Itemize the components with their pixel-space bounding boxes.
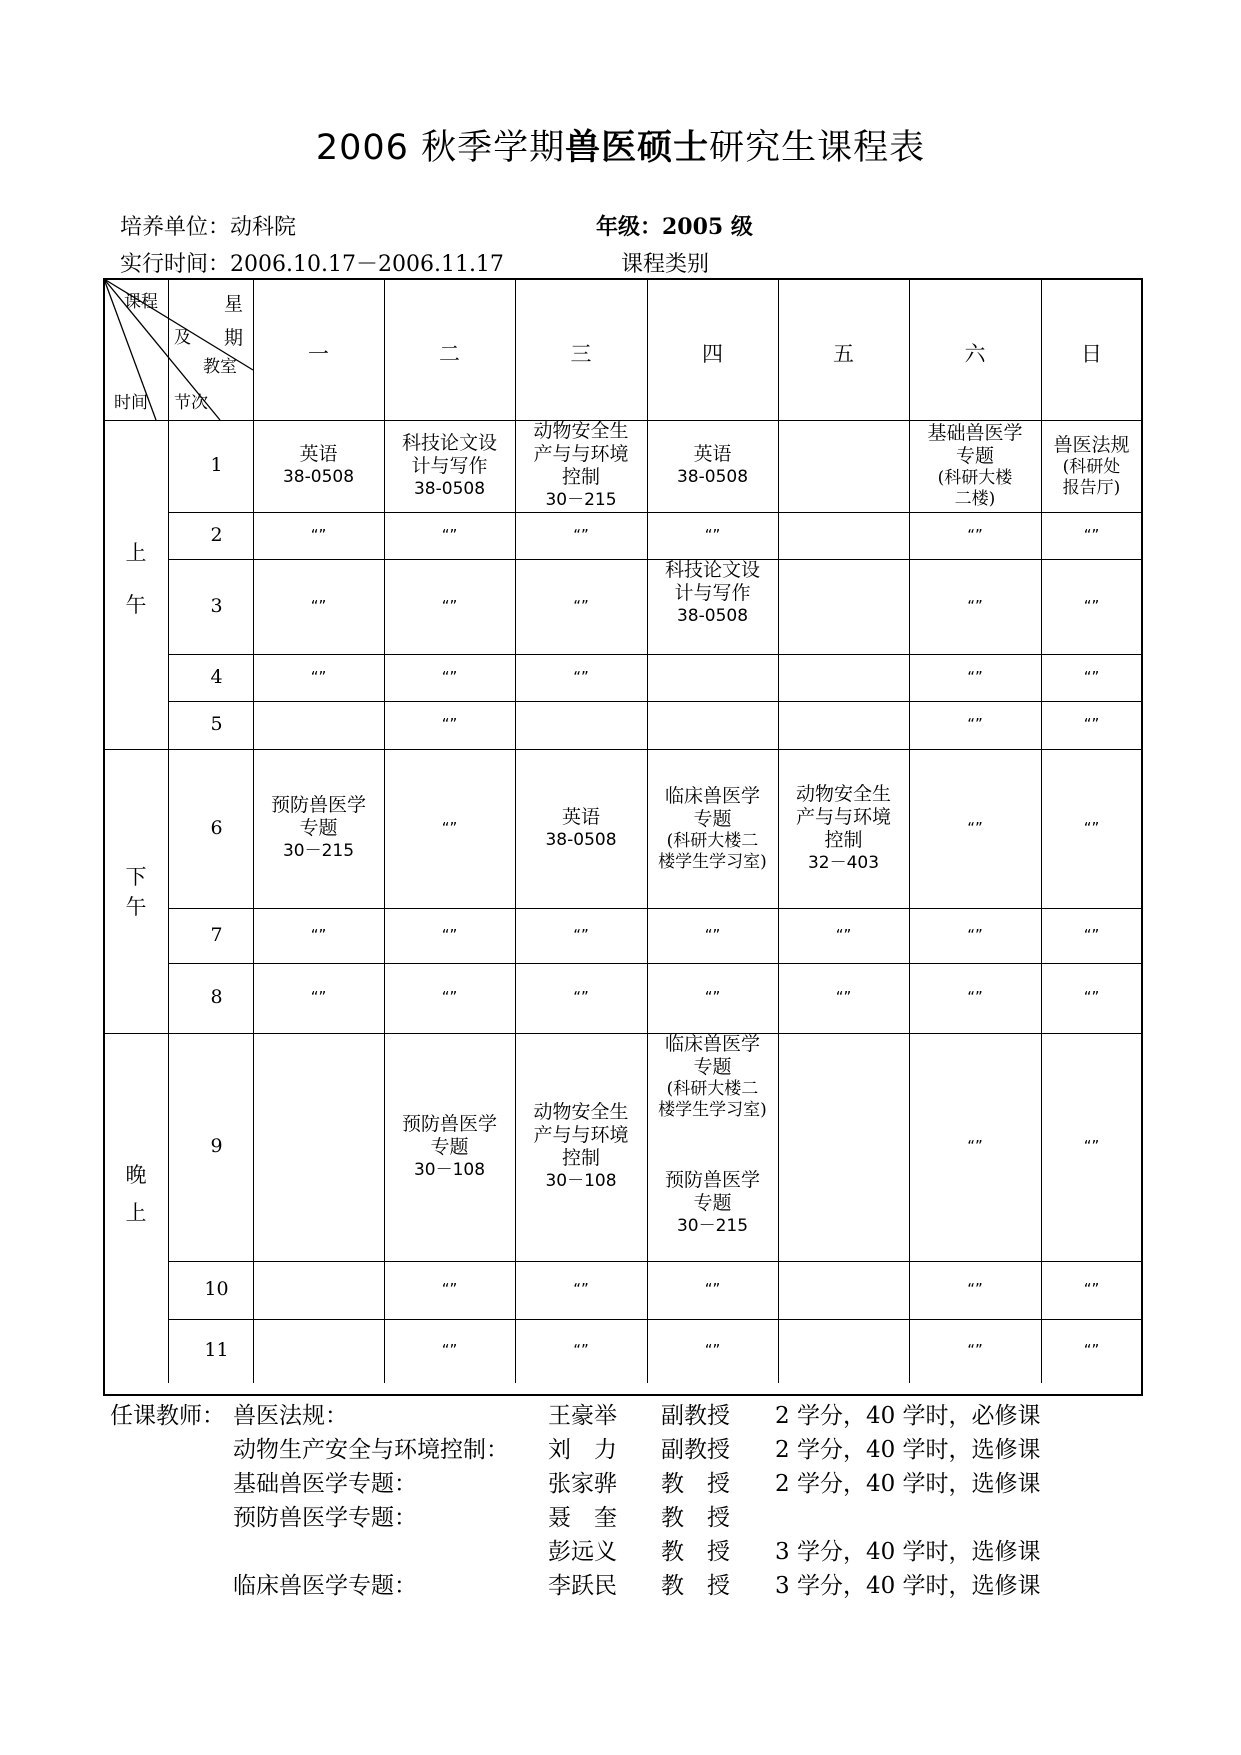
corner-course: 课程 <box>124 292 158 312</box>
course-line: 专题 <box>693 807 732 830</box>
ditto-mark: “” <box>1083 988 1100 1006</box>
course-line: 英语 <box>561 805 600 828</box>
ditto-mark: “” <box>967 818 983 837</box>
course-cell <box>647 559 778 654</box>
ditto-mark: “” <box>573 596 589 615</box>
ditto-mark: “” <box>1083 525 1100 544</box>
course-cell <box>647 749 778 908</box>
day-header: 二 <box>439 342 460 366</box>
course-line: (科研大楼 <box>937 468 1013 488</box>
ditto-mark: “” <box>310 596 327 615</box>
course-line: 英语 <box>693 443 732 465</box>
corner-qi: 期 <box>224 327 244 349</box>
course-line: 38-0508 <box>413 478 486 499</box>
corner-ji: 及 <box>174 328 191 348</box>
course-line: 产与与环境 <box>533 1124 629 1146</box>
course-info: 2 学分，40 学时，选修课 <box>775 1437 1041 1463</box>
course-line: 控制 <box>561 1147 600 1169</box>
ditto-mark: “” <box>441 525 458 544</box>
teacher-name: 彭远义 <box>548 1539 617 1565</box>
teacher-course: 基础兽医学专题： <box>233 1471 417 1497</box>
ditto-mark: “” <box>573 988 589 1006</box>
ditto-mark: “” <box>967 596 983 615</box>
corner-time: 时间 <box>114 393 148 413</box>
ditto-mark: “” <box>573 1341 589 1359</box>
ditto-mark: “” <box>441 988 458 1006</box>
ditto-mark: “” <box>1083 667 1100 686</box>
day-header: 四 <box>702 342 723 366</box>
ditto-mark: “” <box>310 525 327 544</box>
course-line: 动物安全生 <box>795 782 891 805</box>
teacher-name: 聂 奎 <box>548 1505 617 1531</box>
course-line: 计与写作 <box>411 454 488 477</box>
course-line: (科研大楼二 <box>666 830 759 851</box>
course-info: 2 学分，40 学时，选修课 <box>775 1471 1041 1497</box>
section-number: 9 <box>210 1135 223 1157</box>
ditto-mark: “” <box>573 1280 589 1298</box>
course-line: 兽医法规 <box>1053 433 1130 456</box>
course-line: 报告厅) <box>1062 477 1121 498</box>
course-info: 2 学分，40 学时，必修课 <box>775 1403 1041 1429</box>
ditto-mark: “” <box>310 925 327 944</box>
ditto-mark: “” <box>704 925 721 944</box>
ditto-mark: “” <box>967 1137 983 1155</box>
course-cell <box>647 1033 778 1145</box>
course-line: 38-0508 <box>545 829 617 850</box>
ditto-mark: “” <box>441 1280 458 1298</box>
course-line: (科研处 <box>1062 456 1121 477</box>
ditto-mark: “” <box>704 988 721 1006</box>
course-line: 临床兽医学 <box>664 784 760 807</box>
teacher-name: 王豪举 <box>548 1403 617 1429</box>
course-line: 30－108 <box>545 1171 617 1191</box>
course-line: 30－215 <box>545 490 617 510</box>
section-number: 10 <box>204 1278 229 1300</box>
ditto-mark: “” <box>573 525 589 544</box>
teacher-rank: 教 授 <box>661 1471 730 1497</box>
course-line: 38-0508 <box>282 467 355 487</box>
day-header: 一 <box>308 342 329 366</box>
ditto-mark: “” <box>1083 715 1100 733</box>
period-afternoon: 下 午 <box>125 865 147 919</box>
course-line: 楼学生学习室) <box>658 1100 767 1120</box>
ditto-mark: “” <box>573 667 589 686</box>
day-header: 五 <box>833 342 854 366</box>
course-line: 产与与环境 <box>795 805 891 828</box>
course-cell <box>647 420 778 512</box>
course-line: 38-0508 <box>676 467 749 487</box>
course-line: 38-0508 <box>676 606 749 626</box>
section-number: 6 <box>210 816 223 839</box>
ditto-mark: “” <box>1083 1280 1100 1298</box>
ditto-mark: “” <box>441 925 458 944</box>
ditto-mark: “” <box>704 1341 721 1359</box>
course-line: 预防兽医学 <box>270 794 366 816</box>
ditto-mark: “” <box>1083 818 1100 837</box>
course-line: 控制 <box>561 466 600 488</box>
ditto-mark: “” <box>441 1341 458 1359</box>
course-line: 基础兽医学 <box>927 422 1023 444</box>
ditto-mark: “” <box>573 925 589 944</box>
ditto-mark: “” <box>967 1280 983 1298</box>
day-header: 三 <box>570 342 592 366</box>
ditto-mark: “” <box>441 715 458 733</box>
ditto-mark: “” <box>441 667 458 686</box>
course-line: 预防兽医学 <box>401 1112 497 1135</box>
ditto-mark: “” <box>967 667 983 686</box>
ditto-mark: “” <box>441 596 458 615</box>
section-number: 8 <box>210 986 223 1008</box>
ditto-mark: “” <box>441 818 458 837</box>
ditto-mark: “” <box>704 525 721 544</box>
course-line: 产与与环境 <box>533 443 629 465</box>
section-number: 2 <box>210 523 223 546</box>
section-number: 4 <box>210 665 223 688</box>
teacher-course: 兽医法规： <box>233 1403 348 1429</box>
teacher-rank: 教 授 <box>661 1539 730 1565</box>
course-cell <box>647 1145 778 1261</box>
course-line: 动物安全生 <box>533 420 629 442</box>
course-line: 计与写作 <box>674 582 751 604</box>
section-number: 3 <box>210 594 223 617</box>
course-line: 临床兽医学 <box>664 1033 760 1055</box>
ditto-mark: “” <box>835 925 852 944</box>
corner-xing: 星 <box>224 293 244 315</box>
period-evening: 晚 上 <box>125 1163 147 1225</box>
course-cell <box>515 420 647 512</box>
effective-period: 实行时间：2006.10.17－2006.11.17 <box>120 252 504 277</box>
ditto-mark: “” <box>310 988 327 1006</box>
teacher-rank: 副教授 <box>661 1437 730 1463</box>
course-line: 科技论文设 <box>401 431 497 454</box>
course-line: 动物安全生 <box>533 1101 629 1123</box>
ditto-mark: “” <box>835 988 852 1006</box>
course-line: 二楼) <box>954 489 996 509</box>
section-number: 7 <box>210 923 223 946</box>
course-line: 控制 <box>824 828 863 851</box>
teacher-rank: 教 授 <box>661 1505 730 1531</box>
teacher-course: 临床兽医学专题： <box>233 1573 417 1599</box>
course-line: 预防兽医学 <box>664 1168 760 1191</box>
teacher-course: 动物生产安全与环境控制： <box>233 1437 509 1463</box>
course-line: 专题 <box>693 1056 732 1078</box>
teacher-course: 预防兽医学专题： <box>233 1505 417 1531</box>
grade-label: 年级：2005 级 <box>596 214 753 240</box>
course-cell <box>1041 420 1142 512</box>
teacher-name: 李跃民 <box>548 1573 617 1599</box>
title-bold: 兽医硕士 <box>565 127 710 168</box>
course-line: 专题 <box>299 817 338 839</box>
course-line: 30－108 <box>413 1159 486 1180</box>
course-line: 30－215 <box>676 1215 749 1236</box>
course-line: 32－403 <box>807 852 880 873</box>
corner-room: 教室 <box>203 357 237 377</box>
course-category: 课程类别 <box>621 252 710 277</box>
ditto-mark: “” <box>967 715 983 733</box>
training-unit: 培养单位：动科院 <box>120 215 297 240</box>
day-header: 六 <box>964 342 986 366</box>
course-cell <box>515 1033 647 1261</box>
ditto-mark: “” <box>1083 925 1100 944</box>
ditto-mark: “” <box>1083 1137 1100 1155</box>
course-cell <box>253 749 384 908</box>
section-number: 11 <box>204 1339 229 1361</box>
section-number: 1 <box>210 454 223 476</box>
course-line: 英语 <box>299 443 338 465</box>
ditto-mark: “” <box>310 667 327 686</box>
course-line: 30－215 <box>282 841 355 861</box>
day-header: 日 <box>1081 342 1102 366</box>
period-morning: 上 午 <box>125 541 147 617</box>
course-line: (科研大楼二 <box>666 1079 759 1099</box>
teacher-rank: 教 授 <box>661 1573 730 1599</box>
ditto-mark: “” <box>1083 1341 1100 1359</box>
course-cell <box>384 420 515 512</box>
title-suffix: 研究生课程表 <box>709 128 926 168</box>
course-line: 楼学生学习室) <box>658 851 767 872</box>
ditto-mark: “” <box>967 1341 983 1359</box>
course-cell <box>515 749 647 908</box>
course-cell <box>778 749 909 908</box>
ditto-mark: “” <box>704 1280 721 1298</box>
ditto-mark: “” <box>967 925 983 944</box>
teacher-rank: 副教授 <box>661 1403 730 1429</box>
ditto-mark: “” <box>1083 596 1100 615</box>
course-cell <box>909 420 1041 512</box>
teacher-name: 刘 力 <box>548 1437 617 1463</box>
course-line: 专题 <box>430 1135 469 1158</box>
course-info: 3 学分，40 学时，选修课 <box>775 1573 1041 1599</box>
course-cell <box>253 420 384 512</box>
title-prefix: 2006 秋季学期 <box>315 128 566 168</box>
course-line: 科技论文设 <box>664 559 760 581</box>
teachers-label: 任课教师： <box>110 1403 225 1429</box>
course-line: 专题 <box>955 445 994 467</box>
corner-section: 节次 <box>174 393 208 413</box>
ditto-mark: “” <box>967 988 983 1006</box>
teacher-name: 张家骅 <box>548 1471 617 1497</box>
course-cell <box>384 1033 515 1261</box>
course-info: 3 学分，40 学时，选修课 <box>775 1539 1041 1565</box>
course-line: 专题 <box>693 1191 732 1214</box>
section-number: 5 <box>210 713 223 735</box>
ditto-mark: “” <box>967 525 983 544</box>
